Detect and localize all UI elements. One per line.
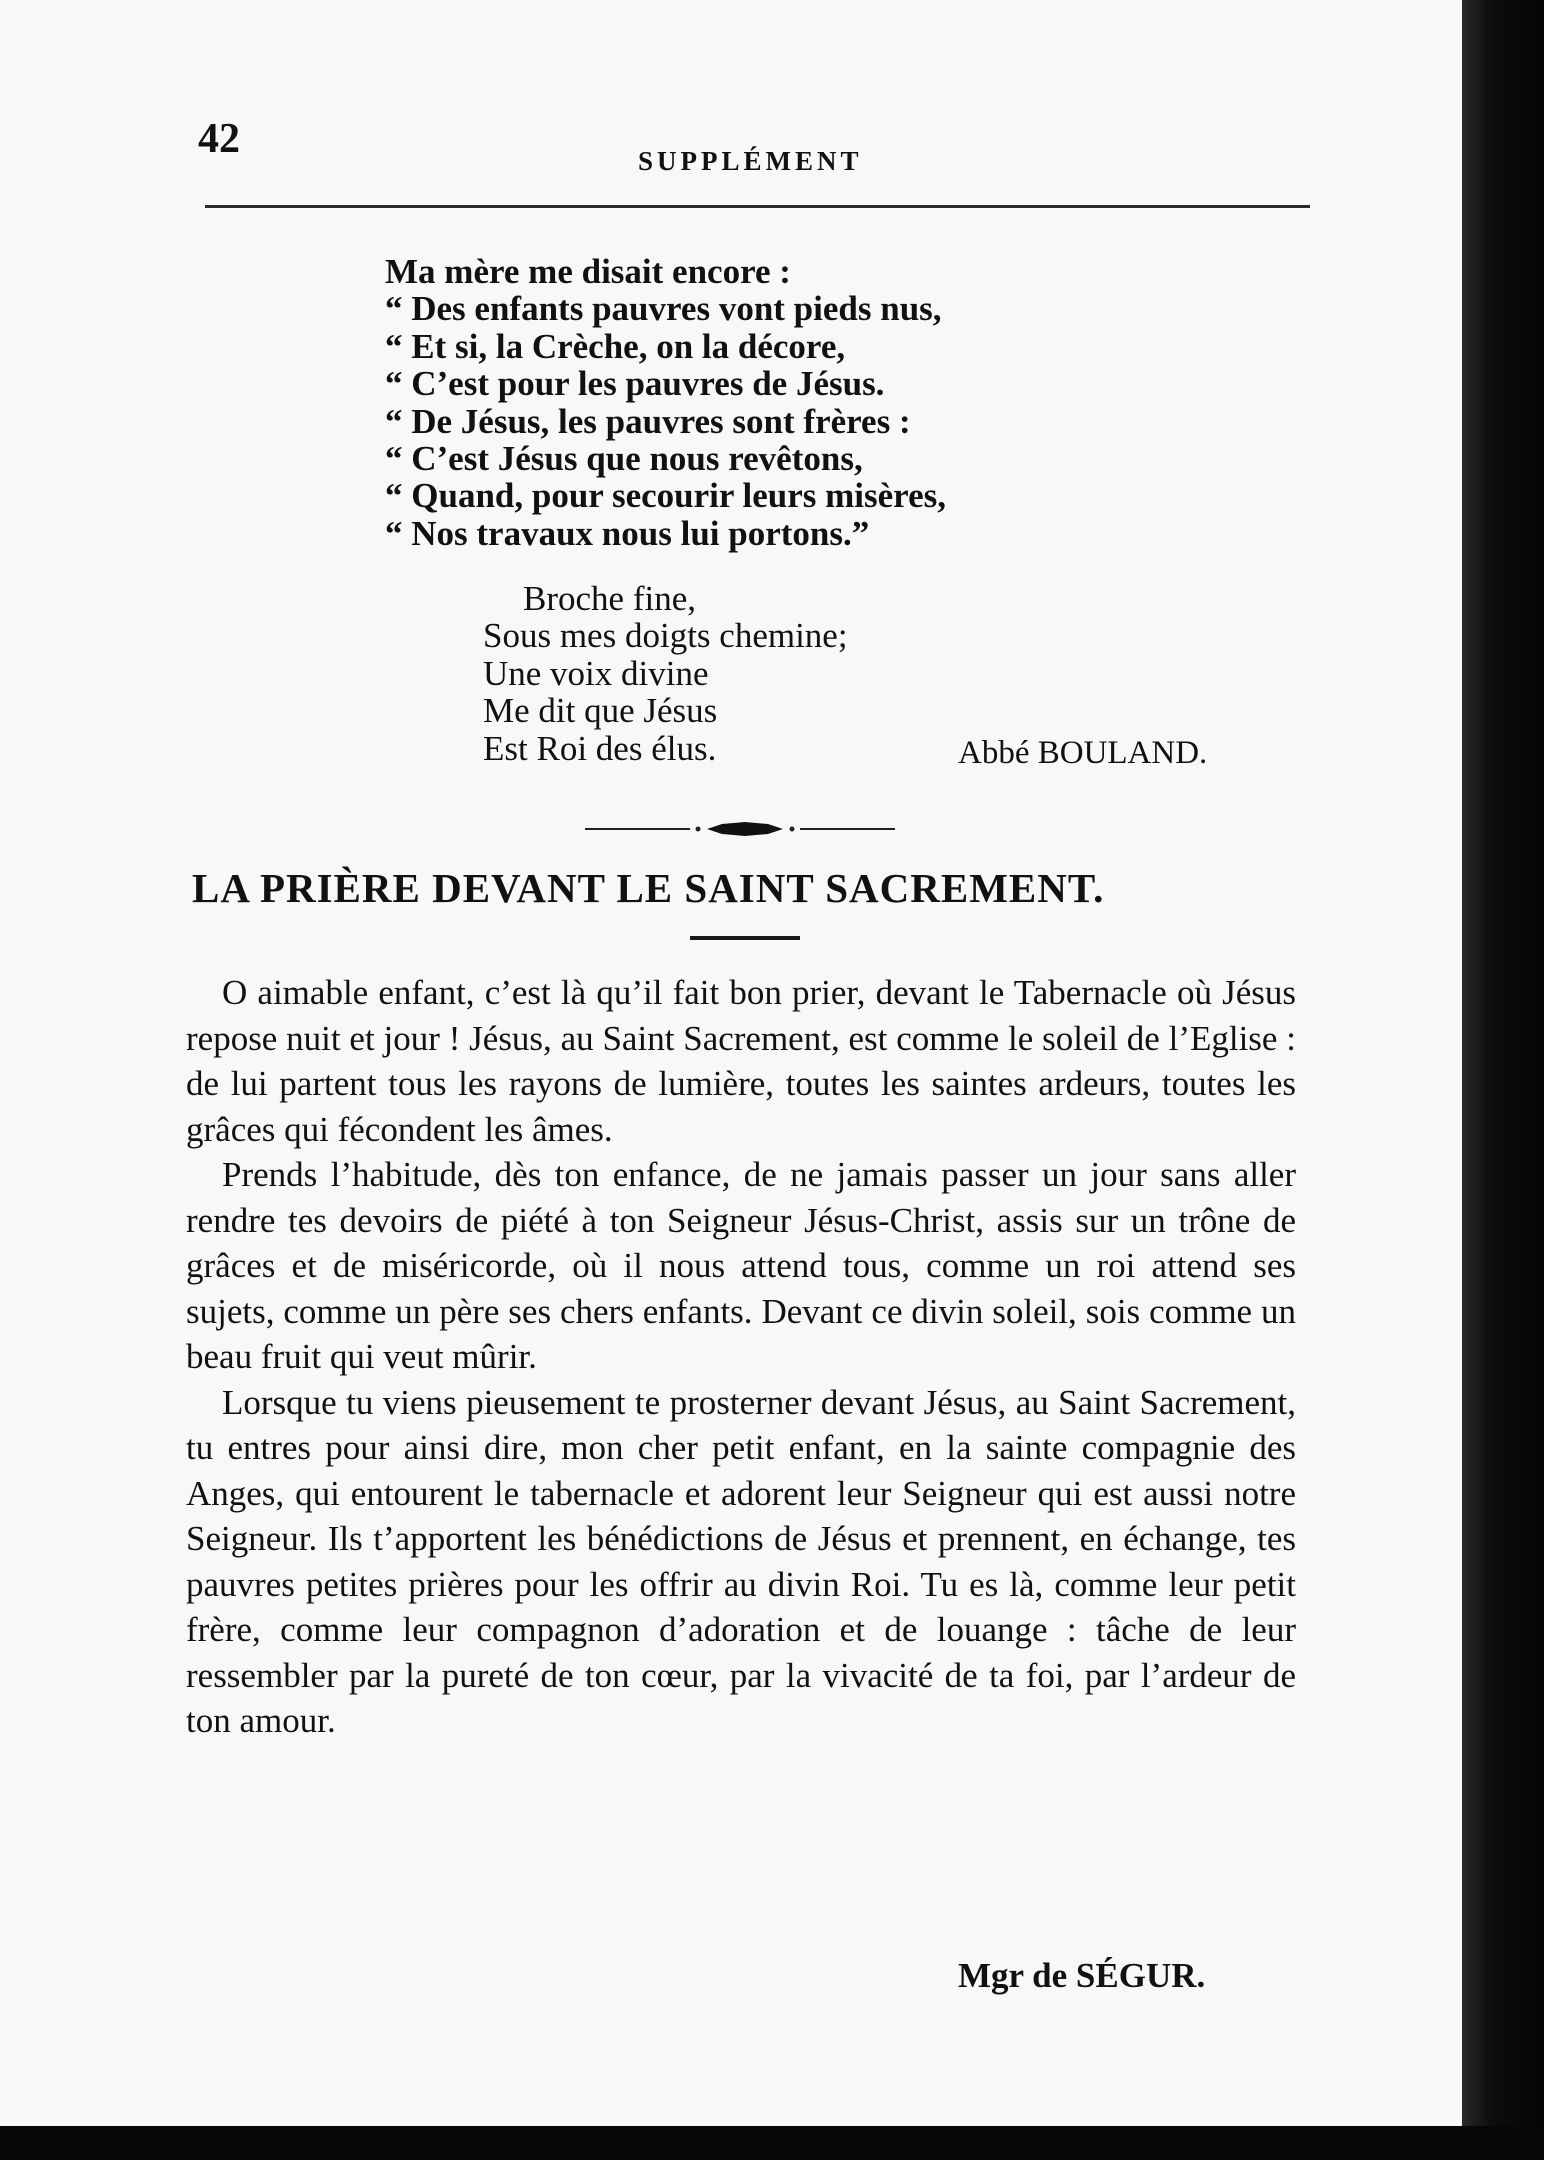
poem-line: Est Roi des élus. bbox=[483, 728, 717, 768]
poem-line: “ C’est Jésus que nous revêtons, bbox=[385, 439, 863, 479]
page-header bbox=[198, 118, 1308, 178]
poem-line: “ De Jésus, les pauvres sont frères : bbox=[385, 401, 911, 441]
header-rule bbox=[205, 205, 1310, 208]
poem-line: “ Des enfants pauvres vont pieds nus, bbox=[385, 289, 942, 329]
title-rule bbox=[690, 936, 800, 940]
poem-line: “ Quand, pour secourir leurs misères, bbox=[385, 476, 946, 516]
article-paragraph: Prends l’habitude, dès ton enfance, de ne jamais passer un jour sans aller rendre tes devoirs de piété à ton Seigneur Jésus-Christ, assis sur un trône de grâces et de miséricorde, où il nous attend tous, comme un roi attend ses sujets, comme un père ses chers enfants. Devant ce divin soleil, sois comme un beau fruit qui veut mûrir. bbox=[186, 1155, 1296, 1376]
poem-author: Abbé BOULAND. bbox=[958, 735, 1208, 771]
article-body bbox=[186, 970, 1296, 1744]
article-paragraph: Lorsque tu viens pieusement te prosterner devant Jésus, au Saint Sacrement, tu entres pour ainsi dire, mon cher petit enfant, en la sainte compagnie des Anges, qui entourent le tabernacle et adorent leur Seigneur qui est aussi notre Seigneur. Ils t’apportent les bénédictions de Jésus et prennent, en échange, tes pauvres petites prières pour les offrir au divin Roi. Tu es là, comme leur petit frère, comme leur compagnon d’adoration et de louange : tâche de leur ressembler par la pureté de ton cœur, par la vivacité de ta foi, par l’ardeur de ton amour. bbox=[186, 1382, 1296, 1740]
poem-line: “ Et si, la Crèche, on la décore, bbox=[385, 326, 846, 366]
poem-line: Une voix divine bbox=[483, 653, 709, 693]
poem-line: Me dit que Jésus bbox=[483, 691, 718, 731]
ornament-divider bbox=[585, 817, 895, 841]
poem-line: “ Nos travaux nous lui portons.” bbox=[385, 513, 870, 553]
poem-line: Sous mes doigts chemine; bbox=[483, 616, 848, 656]
section-title: LA PRIÈRE DEVANT LE SAINT SACREMENT. bbox=[192, 865, 1105, 911]
poem-line: Broche fine, bbox=[523, 579, 696, 618]
poem-line: Ma mère me disait encore : bbox=[385, 252, 791, 291]
poem-stanza-one bbox=[385, 253, 1145, 552]
poem-stanza-two bbox=[483, 580, 983, 767]
page-number: 42 bbox=[198, 116, 240, 162]
article-author: Mgr de SÉGUR. bbox=[958, 1956, 1206, 1995]
running-head: SUPPLÉMENT bbox=[638, 146, 863, 176]
article-paragraph: O aimable enfant, c’est là qu’il fait bon prier, devant le Tabernacle où Jésus repose nuit et jour ! Jésus, au Saint Sacrement, est comme le soleil de l’Eglise : de lui partent tous les rayons de lumière, toutes les saintes ardeurs, toutes les grâces qui fécondent les âmes. bbox=[186, 973, 1296, 1149]
poem-line: “ C’est pour les pauvres de Jésus. bbox=[385, 364, 885, 404]
scan-edge-right bbox=[1462, 0, 1544, 2160]
scan-edge-bottom bbox=[0, 2126, 1544, 2160]
